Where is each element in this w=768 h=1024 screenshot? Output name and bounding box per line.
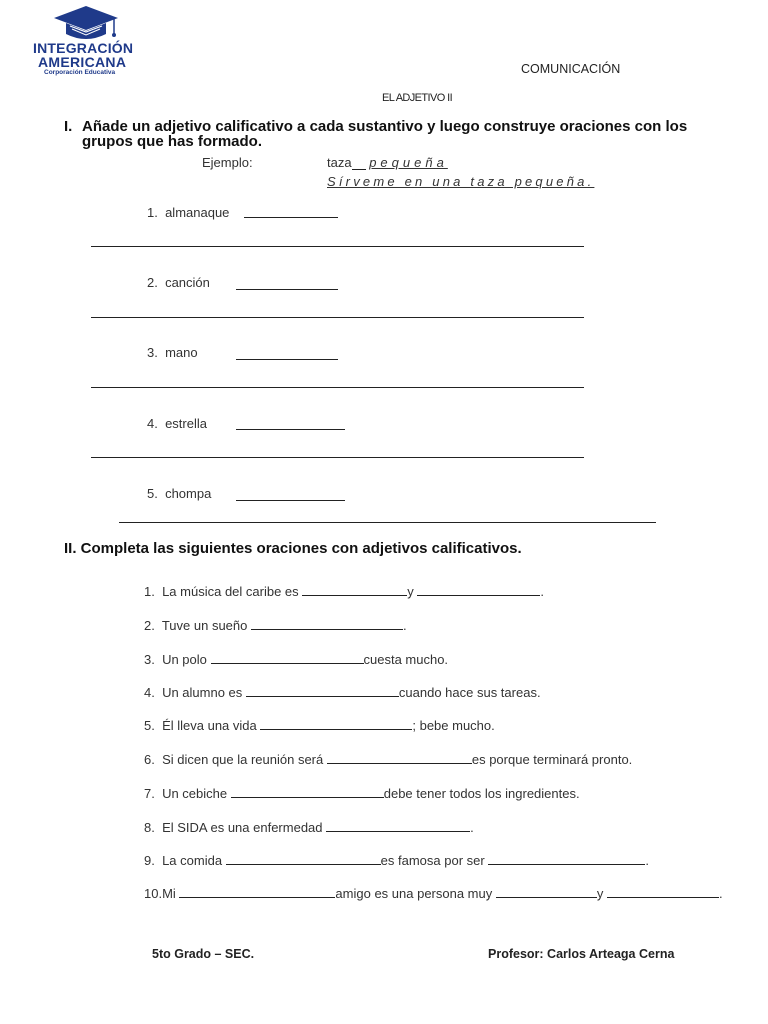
sentence-line[interactable] (119, 522, 656, 523)
sentence-line[interactable] (91, 387, 584, 388)
example-sentence: Sírveme en una taza pequeña. (327, 174, 595, 189)
item-word: chompa (165, 486, 212, 501)
footer-grade: 5to Grado – SEC. (152, 947, 255, 961)
sentence-part: y (596, 886, 607, 901)
item-number: 6. (144, 752, 155, 767)
answer-blank[interactable] (226, 851, 381, 865)
adjective-blank[interactable] (236, 359, 338, 360)
answer-blank[interactable] (327, 750, 472, 764)
sentence-part: es famosa por ser (380, 853, 489, 868)
section1-item (147, 205, 229, 220)
section2-item (144, 716, 495, 733)
section2-item (144, 650, 448, 667)
section1-item (147, 486, 211, 501)
item-number: 4. (144, 685, 155, 700)
item-number: 10. (144, 886, 163, 901)
topic-title: EL ADJETIVO II (382, 92, 453, 104)
section1-item (147, 275, 210, 290)
item-number: 4. (147, 416, 158, 431)
item-word: estrella (165, 416, 207, 431)
item-word: almanaque (165, 205, 230, 220)
adjective-blank[interactable] (236, 429, 345, 430)
item-number: 8. (144, 820, 155, 835)
item-number: 3. (147, 345, 158, 360)
subject-title: COMUNICACIÓN (521, 62, 621, 76)
example-adjective: pequeña (369, 155, 448, 170)
sentence-part: y (407, 584, 418, 599)
example-label: Ejemplo: (202, 155, 253, 170)
section2-item (144, 683, 541, 700)
sentence-part: . (470, 820, 474, 835)
sentence-part: . (645, 853, 649, 868)
section2-item (144, 818, 474, 835)
section2-item (144, 784, 580, 801)
sentence-part: . (718, 886, 723, 901)
sentence-line[interactable] (91, 317, 584, 318)
sentence-part: ; bebe mucho. (412, 718, 495, 733)
sentence-part: cuando hace sus tareas. (398, 685, 541, 700)
item-word: canción (165, 275, 210, 290)
item-number: 5. (147, 486, 158, 501)
item-number: 1. (147, 205, 158, 220)
sentence-part: La comida (162, 853, 226, 868)
adjective-blank[interactable] (236, 289, 338, 290)
answer-blank[interactable] (246, 683, 399, 697)
logo-tagline: Corporación Educativa (44, 69, 116, 76)
item-number: 5. (144, 718, 155, 733)
answer-blank[interactable] (417, 582, 540, 596)
answer-blank[interactable] (231, 784, 384, 798)
sentence-part: es porque terminará pronto. (471, 752, 633, 767)
section1-text: Añade un adjetivo calificativo a cada sustantivo y luego construye oraciones con los grupos que has formado. (82, 118, 688, 150)
section2-instruction: II. Completa las siguientes oraciones con adjetivos calificativos. (64, 540, 522, 557)
sentence-part: Un polo (162, 652, 211, 667)
section1-item (147, 345, 198, 360)
graduation-cap-icon (52, 4, 120, 42)
example-blank (352, 157, 366, 170)
answer-blank[interactable] (260, 716, 412, 730)
sentence-part: Mi (162, 886, 180, 901)
sentence-line[interactable] (91, 246, 584, 247)
footer-teacher: Profesor: Carlos Arteaga Cerna (488, 947, 675, 961)
sentence-part: . (540, 584, 545, 599)
item-number: 3. (144, 652, 155, 667)
sentence-part: cuesta mucho. (363, 652, 449, 667)
item-number: 1. (144, 584, 155, 599)
item-word: mano (165, 345, 198, 360)
sentence-part: El SIDA es una enfermedad (162, 820, 327, 835)
answer-blank[interactable] (251, 616, 403, 630)
item-number: 2. (144, 618, 155, 633)
sentence-part: La música del caribe es (162, 584, 303, 599)
section2-item (144, 851, 649, 868)
example-pair (327, 155, 448, 170)
example-noun: taza (327, 155, 352, 170)
logo-text-line1: INTEGRACIÓN (33, 40, 134, 56)
section2-item (144, 750, 632, 767)
sentence-part: Un cebiche (162, 786, 231, 801)
sentence-line[interactable] (91, 457, 584, 458)
section1-number: I. (64, 118, 73, 135)
item-number: 7. (144, 786, 155, 801)
answer-blank[interactable] (607, 884, 719, 898)
answer-blank[interactable] (496, 884, 597, 898)
sentence-part: Un alumno es (162, 685, 246, 700)
sentence-part: Si dicen que la reunión será (162, 752, 327, 767)
section1-item (147, 416, 207, 431)
sentence-part: amigo es una persona muy (335, 886, 496, 901)
answer-blank[interactable] (326, 818, 470, 832)
sentence-part: Él lleva una vida (162, 718, 261, 733)
item-number: 9. (144, 853, 155, 868)
answer-blank[interactable] (302, 582, 407, 596)
sentence-part: debe tener todos los ingredientes. (383, 786, 580, 801)
section2-item (144, 616, 407, 633)
school-logo (30, 4, 140, 76)
adjective-blank[interactable] (244, 217, 338, 218)
adjective-blank[interactable] (236, 500, 345, 501)
section2-item (144, 884, 723, 901)
answer-blank[interactable] (211, 650, 364, 664)
answer-blank[interactable] (488, 851, 645, 865)
logo-text-line2: AMERICANA (38, 54, 127, 70)
answer-blank[interactable] (179, 884, 335, 898)
sentence-part: . (402, 618, 407, 633)
item-number: 2. (147, 275, 158, 290)
sentence-part: Tuve un sueño (161, 618, 251, 633)
section2-item (144, 582, 544, 599)
